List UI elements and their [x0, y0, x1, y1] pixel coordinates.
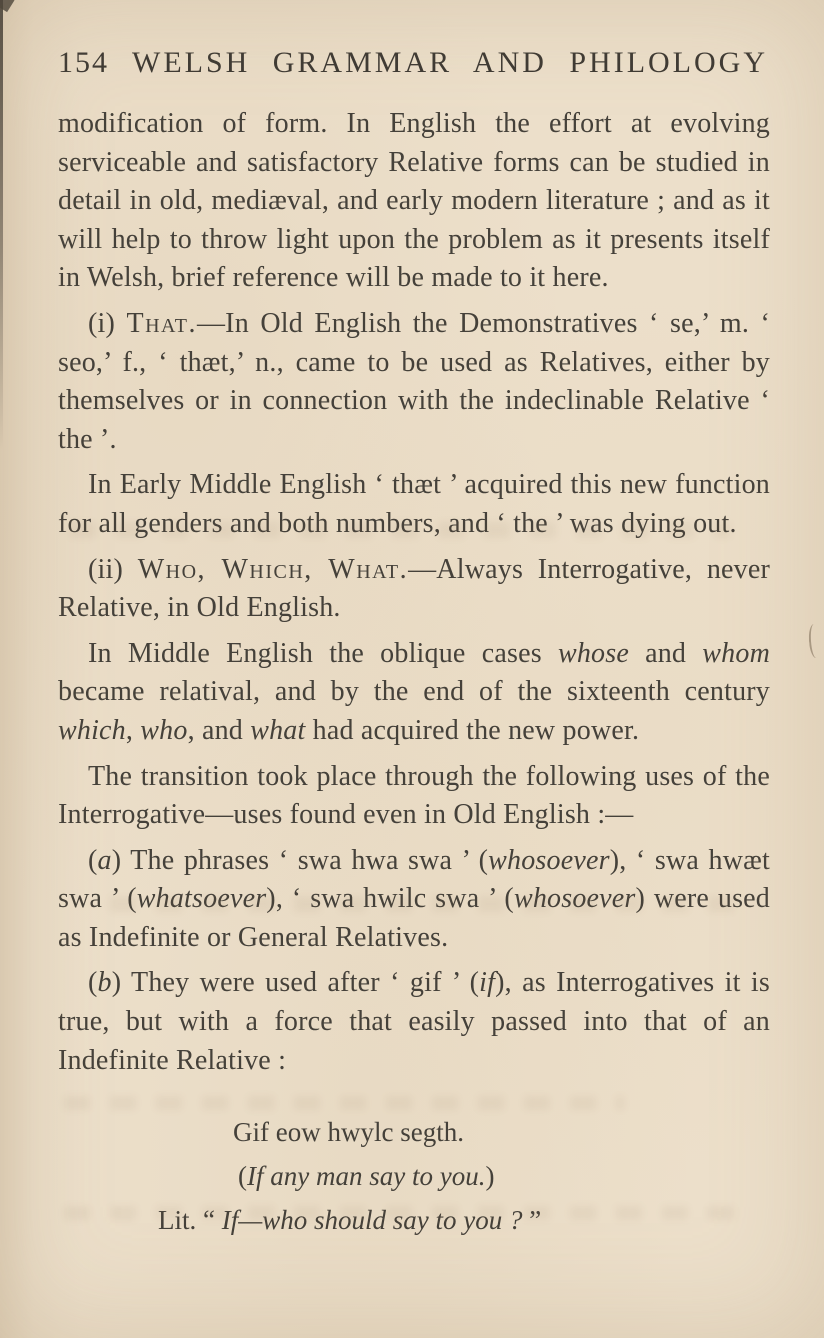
- text-run: The transition took place through the following uses of the Interrogative—uses found even in Old English :—: [58, 760, 770, 831]
- text-run: Gif eow hwylc segth.: [233, 1117, 464, 1148]
- text-run: —In Old English the Demonstratives ‘ se,’ m. ‘ seo,’ f., ‘ thæt,’ n., came to be used as Relatives, either by themselves or in connection with the indeclinable Relative ‘ the ’.: [58, 307, 770, 455]
- paragraph: [58, 842, 770, 958]
- text-run: Lit. “: [158, 1205, 222, 1236]
- text-run: had acquired the new power.: [305, 714, 640, 746]
- text-run: , and: [187, 714, 251, 746]
- text-run: —Always Interrogative, never Relative, in Old English.: [58, 553, 770, 624]
- text-run: If any man say to you.: [247, 1161, 486, 1192]
- verse-line: [238, 1154, 824, 1198]
- text-run: b: [97, 967, 112, 999]
- running-title: WELSH GRAMMAR AND PHILOLOGY: [132, 46, 768, 79]
- text-run: a: [97, 844, 112, 876]
- text-run: In Early Middle English ‘ thæt ’ acquired this new function for all genders and both numbers, and ‘ the ’ was dying out.: [58, 469, 770, 539]
- text-run: ), ‘ swa hwæt swa ’ (: [58, 844, 770, 915]
- paragraph: [58, 551, 770, 628]
- paragraph: [58, 964, 770, 1080]
- text-run: whose: [557, 637, 629, 669]
- page-body: [0, 105, 824, 1080]
- paragraph: [58, 758, 770, 835]
- text-run: Who, Which, What.: [137, 553, 409, 585]
- page-showthrough-smudge: [64, 1096, 624, 1110]
- text-run: In Middle English the oblique cases: [88, 637, 558, 669]
- text-run: whosoever: [513, 883, 636, 915]
- text-run: whosoever: [488, 844, 610, 876]
- text-run: ”: [522, 1205, 542, 1236]
- verse-block: [0, 1110, 824, 1242]
- text-run: (: [88, 967, 98, 999]
- text-run: ) were used as Indefinite or General Relatives.: [58, 883, 771, 953]
- text-run: who: [140, 714, 188, 746]
- text-run: modification of form. In English the effort at evolving serviceable and satisfactory Relative forms can be studied in detail in old, mediæval, and early modern literature ; and as it will help to throw light upon the problem as it presents itself in Welsh, brief reference will be made to it here.: [58, 108, 770, 294]
- text-run: That.: [126, 307, 197, 339]
- text-run: which: [58, 714, 126, 746]
- text-run: (: [88, 844, 98, 876]
- paragraph: [58, 466, 770, 543]
- text-run: whom: [702, 637, 770, 669]
- text-run: and: [628, 637, 703, 669]
- text-run: (: [238, 1161, 247, 1192]
- text-run: ) The phrases ‘ swa hwa swa ’ (: [111, 844, 489, 876]
- text-run: If—who should say to you ?: [221, 1205, 523, 1236]
- page-number: 154: [58, 46, 109, 79]
- text-run: ), as Interrogatives it is true, but with a force that easily passed into that of an Indefinite Relative :: [58, 967, 771, 1076]
- paragraph: [58, 305, 770, 459]
- text-run: ,: [125, 714, 141, 746]
- scan-edge-artifact: [0, 0, 3, 450]
- text-run: ) They were used after ‘ gif ’ (: [111, 967, 480, 999]
- text-run: (i): [88, 307, 127, 339]
- verse-line: [233, 1110, 824, 1154]
- text-run: if: [479, 967, 496, 999]
- paragraph: [58, 635, 770, 751]
- text-run: (ii): [88, 553, 138, 585]
- text-run: became relatival, and by the end of the sixteenth century: [58, 676, 770, 708]
- running-header: [0, 0, 824, 80]
- paragraph: [58, 105, 770, 298]
- verse-line: [158, 1198, 824, 1242]
- text-run: ), ‘ swa hwilc swa ’ (: [266, 883, 514, 915]
- text-run: ): [485, 1161, 495, 1192]
- text-run: whatsoever: [136, 883, 267, 915]
- text-run: what: [250, 714, 306, 746]
